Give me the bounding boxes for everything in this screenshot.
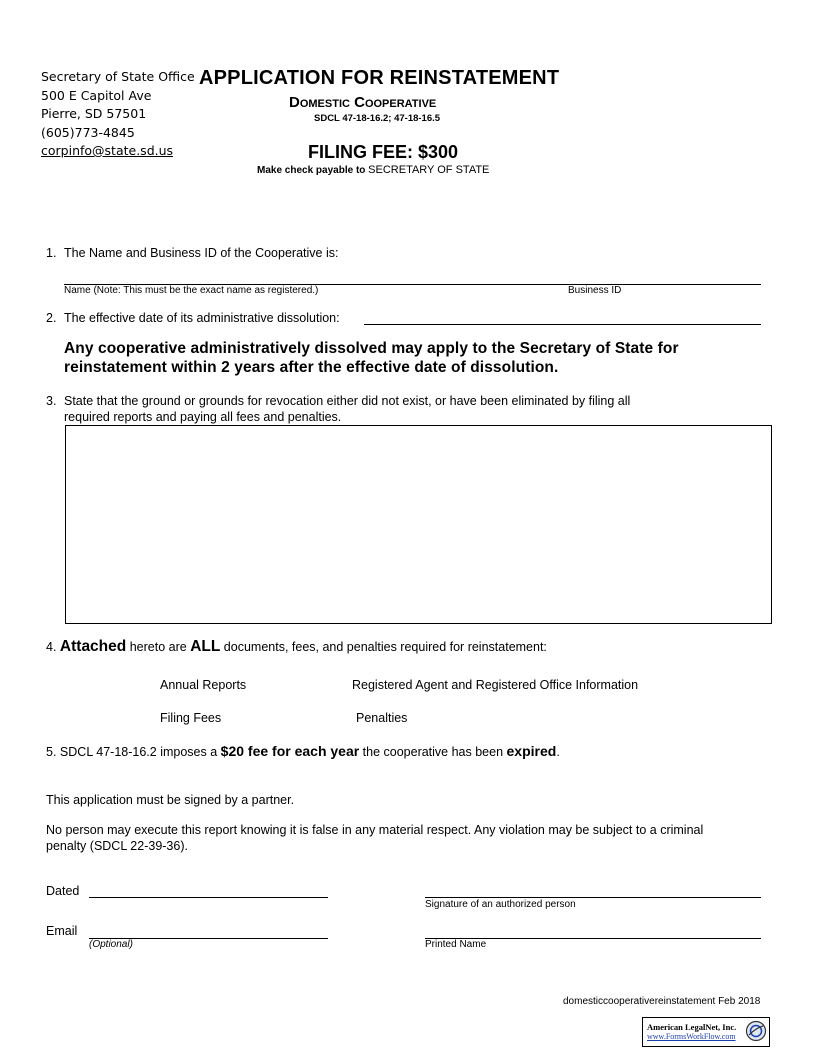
q5-number: 5. <box>46 745 57 759</box>
q3-text <box>64 393 630 425</box>
q5-expired: expired <box>506 743 557 759</box>
signature-caption: Signature of an authorized person <box>425 899 576 910</box>
email-label: Email <box>46 924 78 938</box>
office-email-link[interactable]: corpinfo@state.sd.us <box>41 143 174 158</box>
q5-fee: $20 fee for each year <box>220 743 360 759</box>
q4-number: 4. <box>46 640 57 654</box>
payable-note <box>257 164 489 176</box>
email-optional-caption: (Optional) <box>89 939 133 950</box>
notice-line-1: Any cooperative administratively dissolved may apply to the Secretary of State for <box>64 340 679 357</box>
q1-number: 1. <box>46 246 57 260</box>
q3-line-2: required reports and paying all fees and penalties. <box>64 410 342 424</box>
attachment-registered-agent: Registered Agent and Registered Office Information <box>352 678 639 692</box>
office-city: Pierre, SD 57501 <box>41 106 147 121</box>
q4-all: ALL <box>190 638 221 655</box>
office-address-block <box>41 68 195 161</box>
printed-name-caption: Printed Name <box>425 939 487 950</box>
dated-label: Dated <box>46 884 80 898</box>
signature-line[interactable] <box>425 897 761 898</box>
q2-date-line[interactable] <box>364 324 761 325</box>
logo-company-name: American LegalNet, Inc. <box>647 1022 737 1032</box>
globe-icon <box>745 1020 767 1042</box>
attachment-filing-fees: Filing Fees <box>160 711 222 725</box>
q4-rest: documents, fees, and penalties required for reinstatement: <box>220 640 547 654</box>
american-legalnet-logo <box>642 1017 770 1047</box>
filing-fee: FILING FEE: $300 <box>308 142 459 162</box>
q3-number: 3. <box>46 394 57 408</box>
form-id-footer: domesticcooperativereinstatement Feb 2018 <box>563 996 761 1007</box>
penalty-line-2: penalty (SDCL 22-39-36). <box>46 838 188 853</box>
q4-statement <box>46 638 547 656</box>
statute-reference: SDCL 47-18-16.2; 47-18-16.5 <box>314 113 441 124</box>
q5-statement <box>46 743 560 759</box>
payee: SECRETARY OF STATE <box>368 164 490 176</box>
q2-text: The effective date of its administrative dissolution: <box>64 311 340 325</box>
signature-requirement: This application must be signed by a partner. <box>46 793 295 807</box>
office-name: Secretary of State Office <box>41 69 195 84</box>
dated-line[interactable] <box>89 897 328 898</box>
q5-prefix: SDCL 47-18-16.2 imposes a <box>59 745 221 759</box>
q4-attached: Attached <box>59 638 127 655</box>
payable-prefix: Make check payable to <box>257 165 366 176</box>
penalty-notice <box>46 823 703 854</box>
form-subtitle: Domestic Cooperative <box>289 94 437 111</box>
q1-id-caption: Business ID <box>568 285 622 296</box>
q1-text: The Name and Business ID of the Cooperative is: <box>64 246 339 260</box>
logo-website-link[interactable]: www.FormsWorkFlow.com <box>647 1032 736 1041</box>
q1-name-caption: Name (Note: This must be the exact name as registered.) <box>64 285 319 296</box>
office-phone: (605)773-4845 <box>41 124 135 140</box>
q5-suffix: . <box>556 745 560 759</box>
notice-line-2: reinstatement within 2 years after the effective date of dissolution. <box>64 359 559 376</box>
form-title: APPLICATION FOR REINSTATEMENT <box>199 67 560 89</box>
attachment-penalties: Penalties <box>356 711 408 725</box>
q3-line-1: State that the ground or grounds for revocation either did not exist, or have been eliminated by filing all <box>64 394 631 408</box>
office-street: 500 E Capitol Ave <box>41 87 152 103</box>
q5-middle: the cooperative has been <box>359 745 507 759</box>
q3-response-box[interactable] <box>65 425 772 624</box>
dissolution-notice <box>64 339 679 377</box>
penalty-line-1: No person may execute this report knowing it is false in any material respect. Any violation may be subject to a criminal <box>46 823 704 837</box>
q2-number: 2. <box>46 311 57 325</box>
attachment-annual-reports: Annual Reports <box>160 678 247 692</box>
q4-hereto-are: hereto are <box>126 640 191 654</box>
